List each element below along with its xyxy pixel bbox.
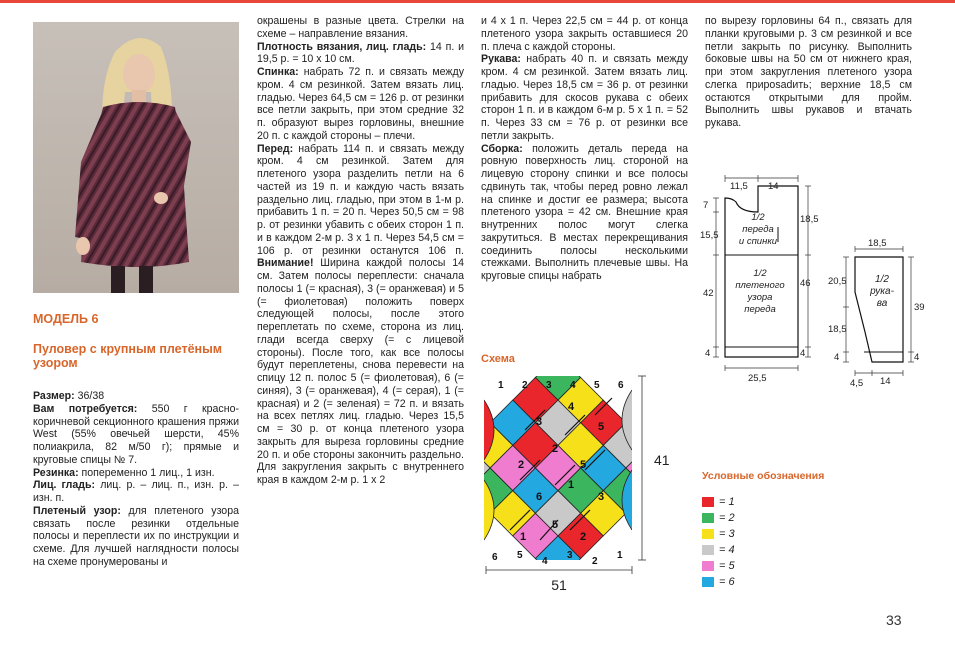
scheme-height: 41 [654, 452, 670, 468]
svg-text:5: 5 [598, 421, 605, 433]
sleeve-dim-rib-left: 4 [834, 352, 840, 363]
svg-text:1: 1 [568, 479, 575, 491]
legend-swatch [702, 561, 714, 571]
svg-text:3: 3 [598, 491, 605, 503]
sleeve-dim-length: 39 [914, 302, 925, 313]
front-label-2: плетеного [735, 280, 785, 291]
dim-rib-left: 4 [705, 348, 711, 359]
sleeve-label-2: рука- [870, 286, 894, 297]
instructions-column-2 [257, 15, 464, 487]
stockinette-label: Лиц. гладь: [33, 479, 96, 492]
back-label-2: переда [742, 224, 774, 235]
scheme-top-5: 5 [594, 380, 600, 391]
sleeve-dim-width: 14 [880, 376, 891, 387]
svg-text:3: 3 [536, 416, 543, 428]
density-label: Плотность вязания, лиц. гладь: [257, 40, 427, 53]
size-label: Размер: [33, 390, 75, 402]
legend-label: = 3 [719, 528, 735, 540]
svg-text:2: 2 [580, 531, 587, 543]
front-label-4: переда [744, 304, 776, 315]
dim-upper: 15,5 [700, 230, 719, 241]
back-text: набрать 72 п. и связать между кром. 4 см резинкой. Затем вязать лиц. гладью. Через 64,5 см = 126 р. от резинки все петли закрыть, при этом средние 32 п. образуют вырез горловины, внешние 20 п. с каждой стороны – плечи. [257, 66, 464, 142]
legend-swatch [702, 513, 714, 523]
braid-label: Плетеный узор: [33, 504, 121, 517]
stockinette-text: лиц. р. – лиц. п., изн. р. – изн. п. [33, 479, 239, 504]
svg-text:6: 6 [536, 491, 543, 503]
sleeve-dim-lower: 18,5 [828, 324, 847, 335]
model-title: МОДЕЛЬ 6 [33, 312, 99, 326]
back-label-1: 1/2 [751, 212, 765, 223]
legend-swatch [702, 545, 714, 555]
dim-shoulder: 14 [768, 181, 779, 192]
scheme-bottom-2: 2 [592, 556, 598, 567]
scheme-top-6: 6 [618, 380, 624, 391]
attention-label: Внимание! [257, 257, 314, 270]
scheme-top-2: 2 [522, 380, 528, 391]
scheme-top-4: 4 [570, 380, 576, 391]
scheme-bottom-5: 5 [517, 550, 523, 561]
legend-label: = 1 [719, 496, 735, 508]
sleeve-dim-rib-right: 4 [914, 352, 920, 363]
legend-item-4 [702, 544, 735, 556]
dim-armhole: 18,5 [800, 214, 819, 225]
legend-item-3 [702, 528, 735, 540]
braid-text-cont: окрашены в разные цвета. Стрелки на схеме – направление вязания. [257, 15, 464, 40]
size-value: 36/38 [74, 390, 105, 402]
instructions-column-3 [481, 15, 688, 283]
sleeve-dim-cap: 20,5 [828, 276, 847, 287]
front-text-cont: Ширина каждой полосы 14 см. Затем полосы переплести: сначала полосы 1 (= красная), 3 (= оранжевая) и 5 (= фиолетовая) положить поверх следующей полосы, после этого переплетать по схеме, сторона из лиц. глади всегда сверху (= с лицевой стороны). После того, как все полосы будут переплетены, снова перевести на спицу 12 п. полос 5 (= фиолетовая), 6 (= синяя), 3 (= оранжевая), 4 (= серая), 1 (= красная) и 2 (= зеленая) = 72 п. и вязать на всех петлях лиц. гладью. Через 15,5 см = 30 р. от конца плетеного узора закрыть для выреза горловины средние 20 п. и обе стороны закончить раздельно. Для закругления закрыть с внутреннего края в каждом 2-м р. 1 х 2 [257, 257, 464, 486]
page-number: 33 [886, 612, 902, 628]
sleeve-dim-top: 18,5 [868, 238, 887, 249]
scheme-bottom-4: 4 [542, 556, 548, 567]
instructions-column-4 [705, 15, 912, 130]
legend-title: Условные обозначения [702, 470, 825, 482]
rib-label: Резинка: [33, 466, 79, 479]
scheme-label: Схема [481, 353, 515, 365]
back-label-3: и спинки [738, 236, 778, 247]
legend-item-1 [702, 496, 735, 508]
front-label: Перед: [257, 142, 294, 155]
scheme-bottom-1: 1 [617, 550, 623, 561]
materials-label: Вам потребуется: [33, 402, 138, 415]
braid-text: для плетеного узора связать после резинки отдельные полосы и переплести их по инструкции и схеме. Для лучшей наглядности полосы на схеме пронумерованы и [33, 504, 239, 568]
legend-item-6 [702, 576, 735, 588]
scheme-width: 51 [551, 577, 567, 593]
body-pattern-diagram [700, 172, 825, 387]
legend-item-5 [702, 560, 735, 572]
top-accent-bar [0, 0, 955, 3]
scheme-bottom-6: 6 [492, 552, 498, 563]
front-text-end: и 4 х 1 п. Через 22,5 см = 44 р. от конца плетеного узора закрыть оставшиеся 20 п. плеча с каждой стороны. [481, 15, 688, 53]
svg-text:5: 5 [580, 459, 587, 471]
sleeve-label: Рукава: [481, 53, 521, 66]
legend-label: = 5 [719, 560, 735, 572]
dim-neck-depth: 7 [703, 200, 709, 211]
legend-swatch [702, 529, 714, 539]
assembly-text-cont: по вырезу горловины 64 п., связать для планки круговыми р. 3 см резинкой и все петли закрыть по рисунку. Выполнить боковые швы на 50 см от нижнего края, при этом закругления плетеного узора слегка приposadить; верхние 18,5 см остаются открытыми для пройм. Выполнить швы рукавов и втачать рукава. [705, 15, 912, 129]
sleeve-pattern-diagram [820, 232, 930, 392]
model-photo [33, 22, 239, 293]
svg-text:5: 5 [552, 519, 559, 531]
model-subtitle: Пуловер с крупным плетёным узором [33, 342, 223, 370]
dim-braid: 42 [703, 288, 714, 299]
front-label-3: узора [747, 292, 773, 303]
sleeve-text: набрать 40 п. и связать между кром. 4 см резинкой. Затем вязать лиц. гладью. Через 18,5 см = 36 р. от резинки прибавить для скосов рукава с обеих сторон 1 п. и в каждом 6-м р. 5 х 1 п. = 52 п. Через 33 см = 76 р. от резинки все петли закрыть. [481, 53, 688, 142]
legend-swatch [702, 497, 714, 507]
instructions-column-1 [33, 390, 239, 569]
svg-text:2: 2 [518, 459, 525, 471]
legend-label: = 4 [719, 544, 735, 556]
assembly-label: Сборка: [481, 142, 523, 155]
density-text: 14 п. и 19,5 р. = 10 х 10 см. [257, 40, 464, 66]
sleeve-label-1: 1/2 [875, 274, 889, 285]
svg-text:1: 1 [520, 531, 527, 543]
svg-text:2: 2 [552, 443, 559, 455]
materials-text: 550 г красно-коричневой секционного крашения пряжи West (55% овечьей шерсти, 45% полиакрила, 82 м/50 г); прямые и круговые спицы № 7. [33, 402, 239, 466]
sleeve-label-3: ва [876, 298, 888, 309]
scheme-top-1: 1 [498, 380, 504, 391]
front-text: набрать 114 п. и связать между кром. 4 см резинкой. Затем для плетеного узора разделить петли на 6 частей из 19 п. и каждую часть вязать раздельно лиц. гладью, при этом в 1-м р. прибавить 1 п. = 20 п. Через 50,5 см = 98 р. от резинки убавить с обеих сторон 1 п. и в каждом 2-м р. 3 х 1 п. Через 54,5 см = 106 р. от резинки останутся 106 п. [257, 142, 464, 257]
legend-item-2 [702, 512, 735, 524]
dim-width: 25,5 [748, 373, 767, 384]
braid-scheme [480, 370, 680, 595]
svg-text:4: 4 [568, 401, 575, 413]
dim-rib-right: 4 [800, 348, 806, 359]
legend-swatch [702, 577, 714, 587]
front-label-1: 1/2 [753, 268, 767, 279]
assembly-text: положить деталь переда на ровную поверхность лиц. стороной на лицевую сторону спинки и все полосы сдвинуть так, чтобы перед ровно лежал на спинке и достиг ее размера; высота плетеного узора = 42 см. Внешние края внутренних полос могут слегка закрутиться. В местах перекрещивания соединить полосы несколькими стежками. Выполнить плечевые швы. На круговые спицы набрать [481, 142, 688, 282]
dim-side: 46 [800, 278, 811, 289]
back-label: Спинка: [257, 66, 299, 78]
scheme-top-3: 3 [546, 380, 552, 391]
sleeve-dim-offset: 4,5 [850, 378, 864, 389]
legend-label: = 6 [719, 576, 735, 588]
legend-label: = 2 [719, 512, 735, 524]
dim-neck: 11,5 [730, 181, 748, 192]
scheme-bottom-3: 3 [567, 550, 573, 561]
rib-text: попеременно 1 лиц., 1 изн. [78, 466, 215, 479]
